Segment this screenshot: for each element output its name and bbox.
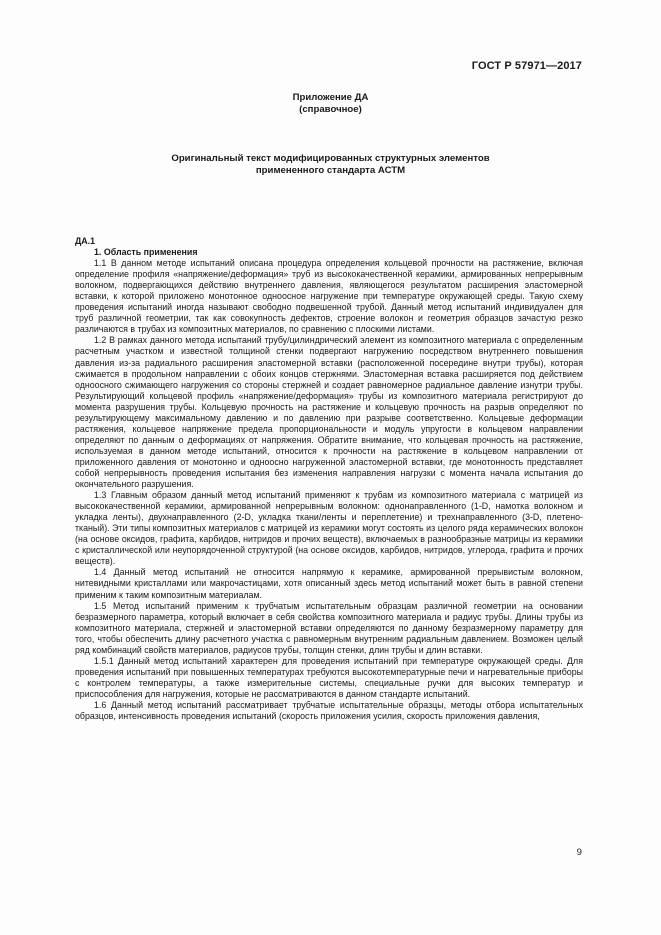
section-title: 1. Область применения [94,247,198,258]
paragraph-1-2: 1.2 В рамках данного метода испытаний трубу/цилиндрический элемент из композитного материала с определенным расчетным участком и известной толщиной стенки подвергают нагружению посредством внутреннего повышения давления из-за радиального расширения эластомерной вставки (расположенной посередине внутри трубы), которая сжимается в продольном направлении с обоих концов стержнями. Эластомерная вставка расширяется под действием одноосного сжимающего нагружения со стороны стержней и создает равномерное радиальное давление изнутри трубы. Результирующий кольцевой профиль «напряжение/деформация» трубы из композитного материала регистрируют до момента разрушения трубы. Кольцевую прочность на растяжение и кольцевую прочность на разрыв определяют по результирующему максимальному давлению и по давлению при разрыве соответственно. Кольцевые деформации растяжения, кольцевое напряжение предела пропорциональности и модуль упругости в кольцевом направлении определяют по данным о деформациях от напряжения. Обратите внимание, что кольцевая прочность на растяжение, используемая в данном методе испытаний, относится к прочности на растяжение в кольцевом направлении от приложенного давления от монотонно и одноосно нагруженной эластомерной вставки, где монотонность представляет собой непрерывность проведения испытания без изменения направления нагрузки с момента начала испытания до окончательного разрушения. [75,335,583,490]
appendix-heading [0,92,661,116]
body-text [75,236,583,722]
clause-label: ДА.1 [75,236,96,246]
appendix-title: Приложение ДА [292,92,369,103]
paragraph-1-4: 1.4 Данный метод испытаний не относится напрямую к керамике, армированной прерывистым волокном, нитевидными кристаллами или макрочастицами, хотя описанный здесь метод испытаний может быть в равной степени применим к таким композитным материалам. [75,567,583,600]
document-title-line-1: Оригинальный текст модифицированных структурных элементов [171,153,490,164]
paragraph-1-3: 1.3 Главным образом данный метод испытаний применяют к трубам из композитного материала с матрицей из высококачественной керамики, армированной непрерывным волокном: однонаправленного (1-D, намотка волокном и укладка ленты), двухнаправленного (2-D, укладка ткани/ленты и переплетение) и трехнаправленного (3-D, плетено-тканый). Эти типы композитных материалов с матрицей из керамики могут состоять из целого ряда керамических волокон (на основе оксидов, графита, карбидов, нитридов и прочих веществ), включаемых в разнообразные матрицы из керамики с кристаллической или неупорядоченной структурой (на основе оксидов, карбидов, нитридов, углерода, графита и прочих веществ). [75,490,583,567]
document-title-line-2: примененного стандарта АСТМ [255,165,406,176]
paragraph-1-6: 1.6 Данный метод испытаний рассматривает трубчатые испытательные образцы, методы отбора испытательных образцов, интенсивность проведения испытаний (скорость приложения усилия, скорость приложения давления, [75,699,583,722]
standard-code: ГОСТ Р 57971—2017 [471,60,582,72]
document-title [60,153,601,177]
paragraph-1-1: 1.1 В данном методе испытаний описана процедура определения кольцевой прочности на растяжение, включая определение профиля «напряжение/деформация» труб из высококачественной керамики, армированных непрерывным волокном, подвергающихся действию внутреннего давления, являющегося результатом расширения эластомерной вставки, к которой приложено монотонное одноосное нагружение при температуре окружающей среды. Такую схему проведения испытаний иногда называют свободно подвешенной трубой. Данный метод испытаний индивидуален для труб различной геометрии, так как совокупность дефектов, строение волокон и геометрия образцов зачастую резко различаются в трубах из композитных материалов, по сравнению с плоскими листами. [75,258,583,335]
page-number: 9 [576,847,582,858]
appendix-subtitle: (справочное) [299,104,362,115]
paragraph-1-5: 1.5 Метод испытаний применим к трубчатым испытательным образцам различной геометрии на основании безразмерного параметра, который включает в себя свойства композитного материала и радиус трубы. Длины трубы из композитного материала, стержней и эластомерной вставки определяются по данному безразмерному параметру для того, чтобы обеспечить длину расчетного участка с равномерным внутренним радиальным давлением. Возможен целый ряд комбинаций свойств материалов, радиусов трубы, толщин стенки, длин трубы и длин вставки. [75,600,583,655]
paragraph-1-5-1: 1.5.1 Данный метод испытаний характерен для проведения испытаний при температуре окружающей среды. Для проведения испытаний при повышенных температурах требуются высокотемпературные печи и нагревательные приборы с контролем температуры, а также измерительные системы, специальные ручки для высоких температур и приспособления для нагружения, которые не рассматриваются в данном стандарте испытаний. [75,655,583,699]
